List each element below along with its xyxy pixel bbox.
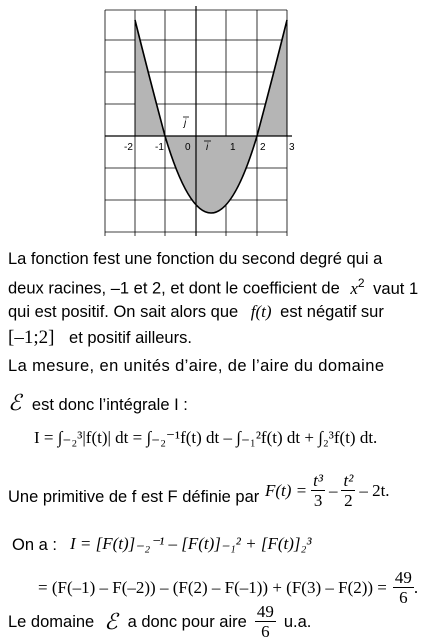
text-line: deux racines, –1 et 2, et dont le coefficient de $x^2$ vaut 1 (8, 276, 419, 298)
integral-equation: I = ∫₋₂³|f(t)| dt = ∫₋₂⁻¹f(t) dt – ∫₋₁²f(t) dt + ∫₂³f(t) dt. (34, 428, 378, 447)
text-line: On a : (12, 536, 57, 554)
domain-symbol: ℰ (8, 390, 22, 415)
parabola-graph (0, 0, 429, 240)
vector-j-label: j (184, 118, 187, 129)
text-line: La mesure, en unités d’aire, de l’aire du domaine (8, 357, 385, 375)
equation-line: = (F(–1) – F(–2)) – (F(2) – F(–1)) + (F(3) – F(2)) = $\frac{49}{6}$ . (38, 568, 419, 607)
tick-label: -2 (124, 142, 133, 153)
equation-line: I = [F(t)]₋₂⁻¹ – [F(t)]₋₁² + [F(t)]₂³ (70, 534, 312, 553)
tick-label: 2 (260, 142, 266, 153)
text-line: ℰ est donc l’intégrale I : (8, 390, 188, 415)
tick-label: -1 (155, 142, 164, 153)
text-line: [–1;2] et positif ailleurs. (8, 327, 192, 348)
text-line: La fonction fest une fonction du second degré qui a (8, 250, 383, 268)
text-line: qui est positif. On sait alors que f(t) est négatif sur (8, 302, 384, 321)
vector-i-label: i (206, 142, 209, 153)
tick-label: 3 (289, 142, 295, 153)
final-line: Le domaine ℰ a donc pour aire $\frac{49}{6}$ u.a. (8, 602, 312, 641)
tick-label: 1 (230, 142, 236, 153)
primitive-formula: F(t) = $\frac{\text{t³}}{3}$ – $\frac{\text{t²}}{2}$ – 2t. (265, 471, 390, 510)
text-line: Une primitive de f est F définie par (8, 488, 260, 506)
tick-label: 0 (185, 142, 191, 153)
